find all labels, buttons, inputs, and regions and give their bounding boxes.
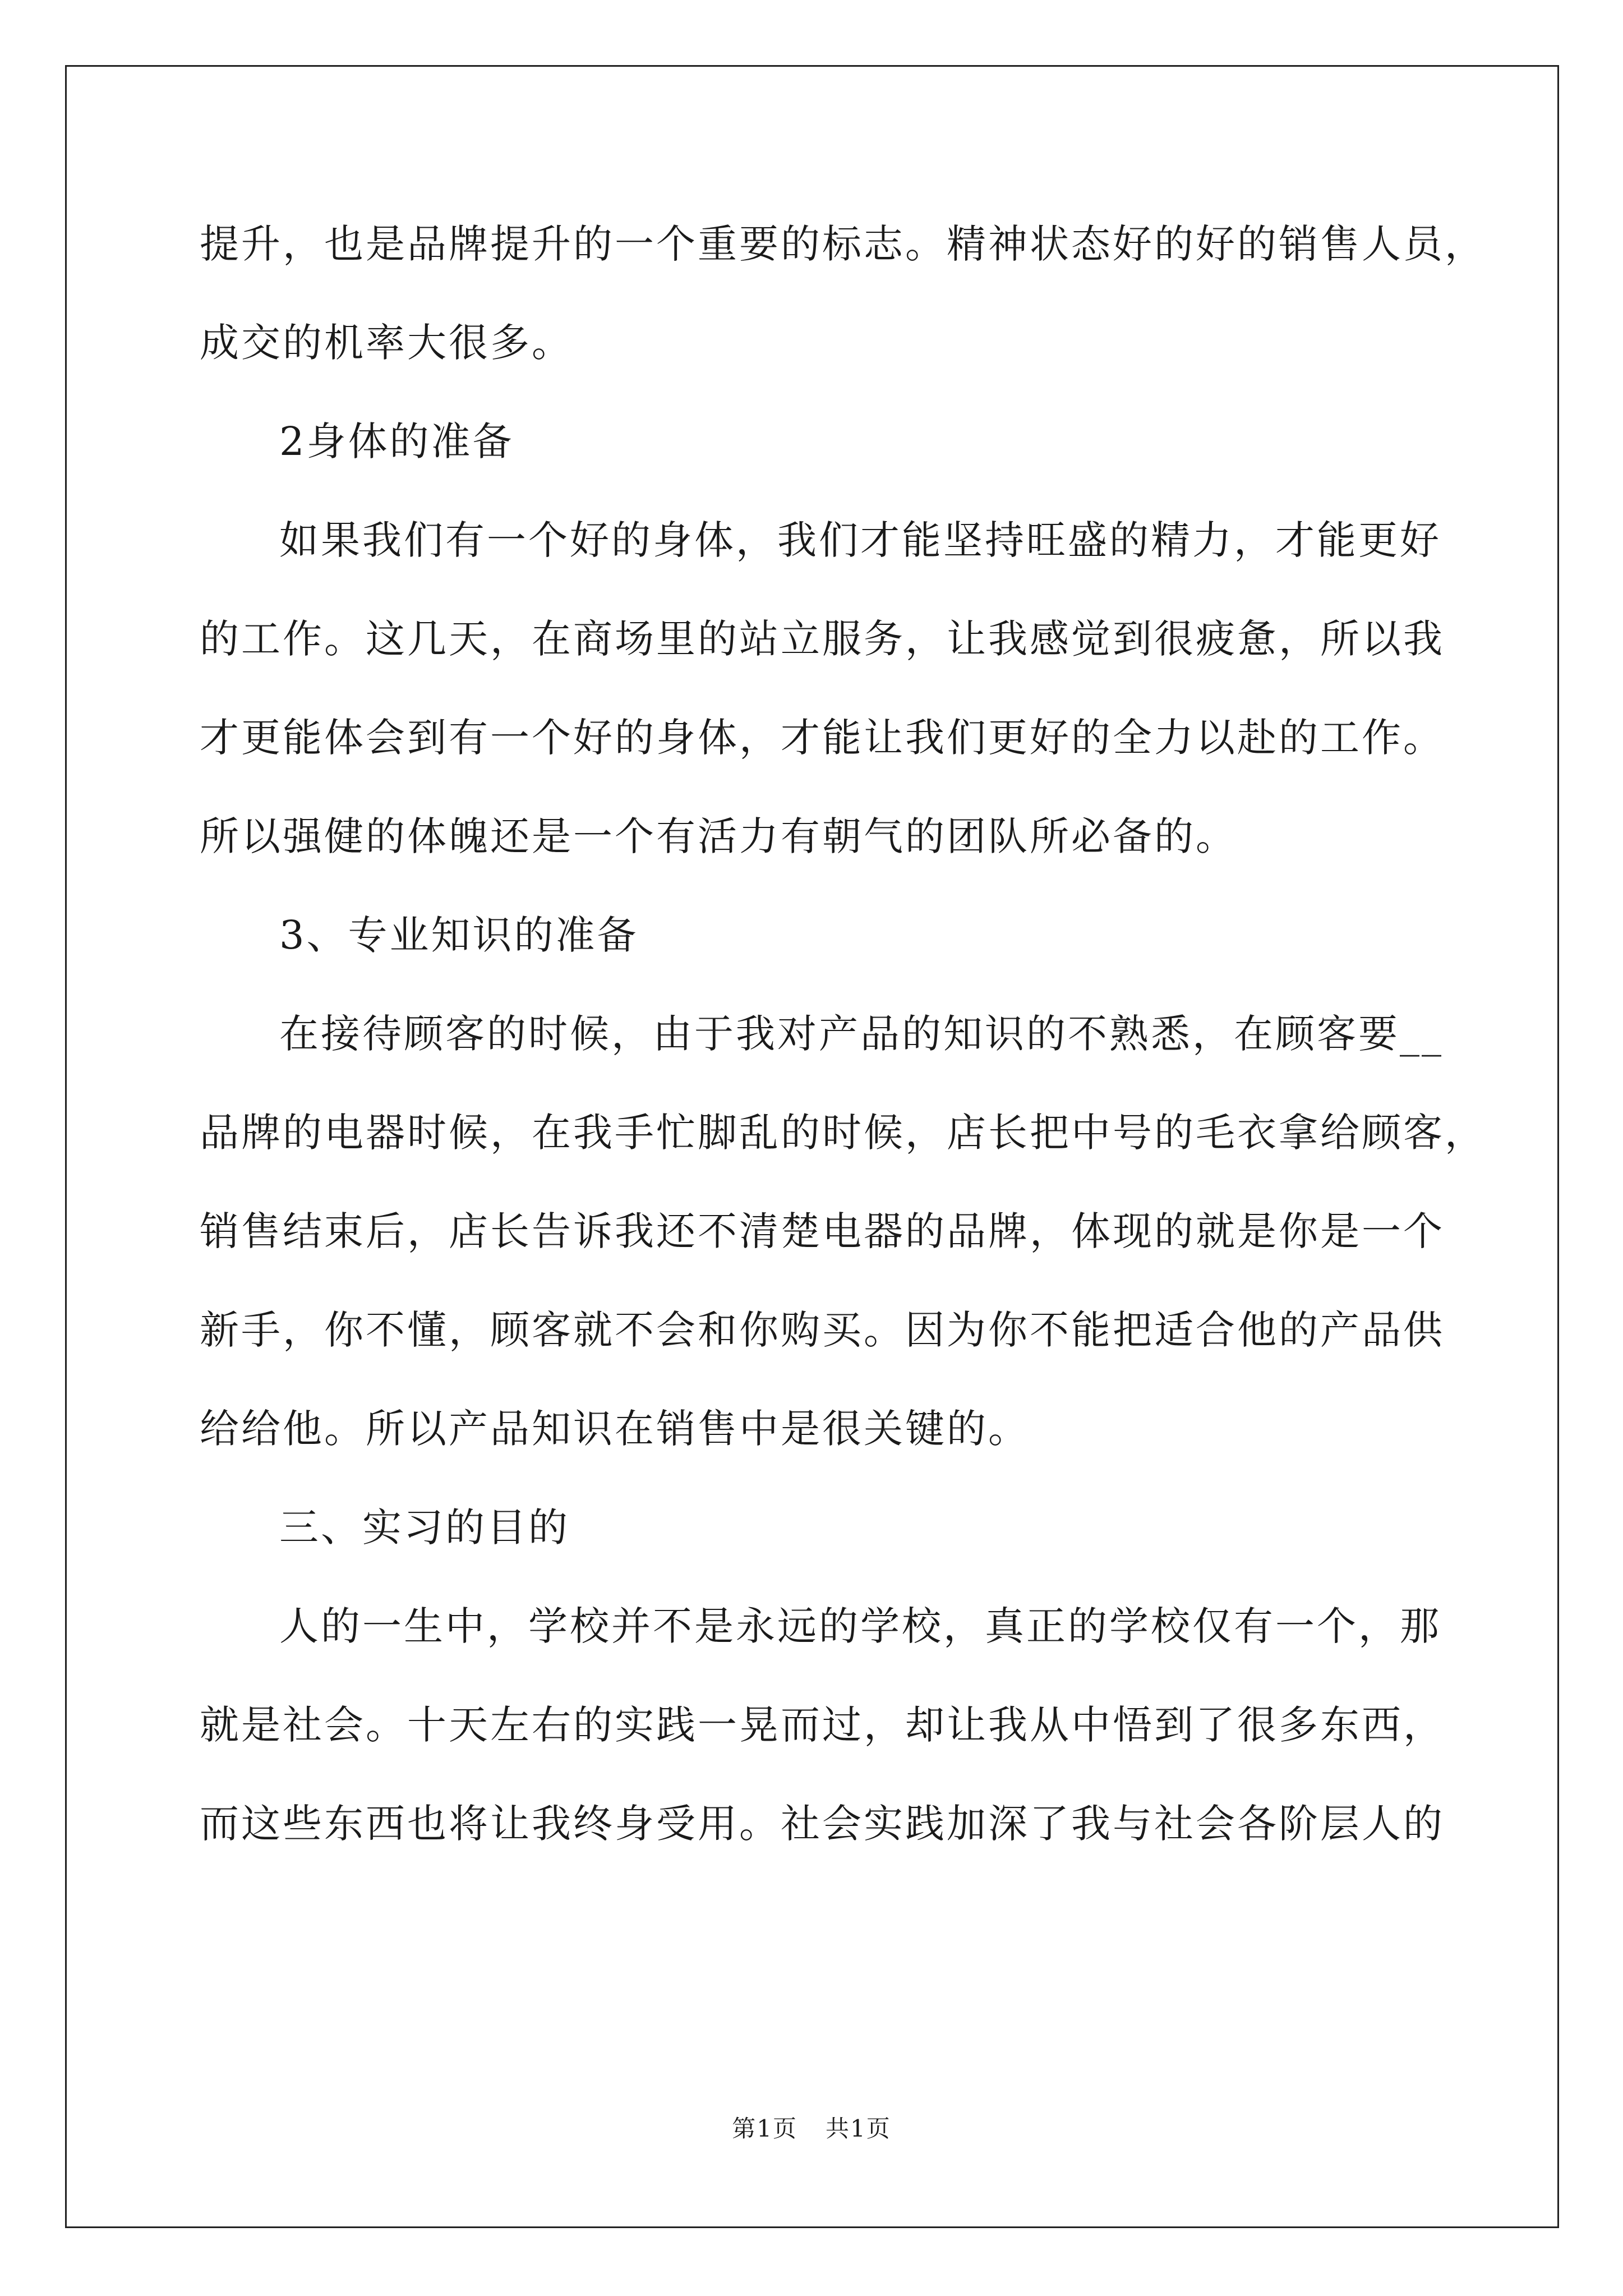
text-line: 品牌的电器时候，在我手忙脚乱的时候，店长把中号的毛衣拿给顾客， (200, 1110, 1486, 1156)
text-line: 新手，你不懂，顾客就不会和你购买。因为你不能把适合他的产品供 (200, 1307, 1445, 1353)
text-line: 成交的机率大很多。 (200, 320, 573, 366)
page-total: 共1页 (826, 2115, 891, 2142)
text-line: 而这些东西也将让我终身受用。社会实践加深了我与社会各阶层人的 (200, 1801, 1445, 1847)
text-line: 的工作。这几天，在商场里的站立服务，让我感觉到很疲惫，所以我 (200, 616, 1445, 662)
text-line: 销售结束后，店长告诉我还不清楚电器的品牌，体现的就是你是一个 (200, 1208, 1445, 1254)
text-line: 所以强健的体魄还是一个有活力有朝气的团队所必备的。 (200, 813, 1237, 859)
section-heading: 三、实习的目的 (279, 1504, 570, 1550)
text-line: 如果我们有一个好的身体，我们才能坚持旺盛的精力，才能更好 (279, 517, 1441, 563)
page-number: 第1页 (732, 2115, 797, 2142)
text-line: 才更能体会到有一个好的身体，才能让我们更好的全力以赴的工作。 (200, 715, 1445, 761)
text-line: 提升，也是品牌提升的一个重要的标志。精神状态好的好的销售人员， (200, 221, 1486, 267)
text-line: 在接待顾客的时候，由于我对产品的知识的不熟悉，在顾客要__ (279, 1011, 1444, 1057)
text-line: 就是社会。十天左右的实践一晃而过，却让我从中悟到了很多东西， (200, 1702, 1445, 1748)
page-footer (0, 2110, 1623, 2144)
text-line: 给给他。所以产品知识在销售中是很关键的。 (200, 1406, 1030, 1452)
section-heading: 3、专业知识的准备 (279, 912, 639, 958)
text-line: 人的一生中，学校并不是永远的学校，真正的学校仅有一个，那 (279, 1603, 1441, 1649)
section-heading: 2身体的准备 (279, 418, 514, 464)
